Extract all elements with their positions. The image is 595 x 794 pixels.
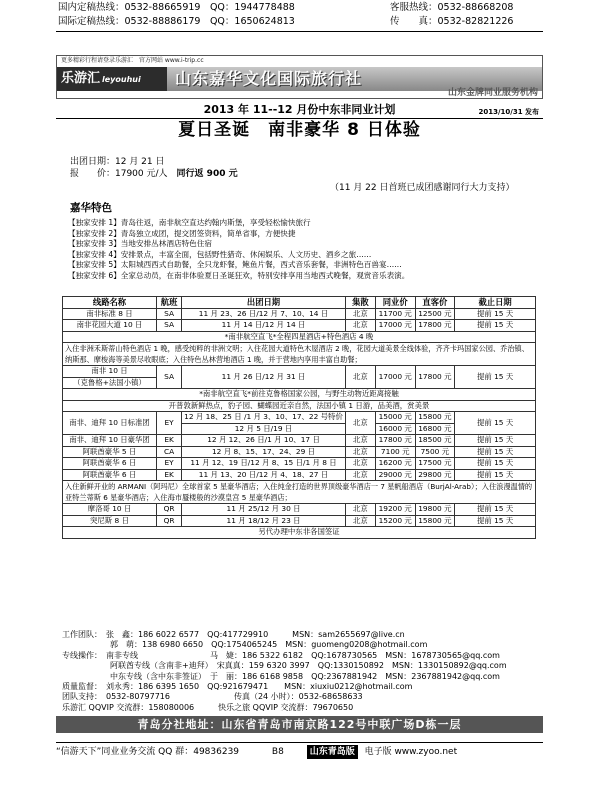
contact-line[interactable]: 郭 萌：138 6980 6650 QQ:1754065245 MSN：guomeng0208@hotmail.com bbox=[62, 640, 428, 650]
table-row[interactable]: 阿联酋豪华 6 日 EK 11 月 13、20 日/12 月 4、18、27 日 北京 29000 元 29800 元 提前 15 天 bbox=[63, 469, 536, 481]
contact-line[interactable]: 质量监督： 刘永秀：186 6395 1650 QQ:921679471 MSN：xiuxiu0212@hotmail.com bbox=[62, 682, 413, 692]
contact-line[interactable]: 中东专线（含中东非签证） 于 丽：186 6168 9858 QQ:2367881942 MSN：2367881942@qq.com bbox=[62, 671, 500, 681]
table-row[interactable]: 阿联酋豪华 5 日 CA 12 月 8、15、17、24、29 日 北京 7100 元 7500 元 提前 15 天 bbox=[63, 446, 536, 458]
plan-header bbox=[56, 102, 543, 118]
branch-address: 青岛分社地址：山东省青岛市南京路122号中联广场D栋一层 bbox=[56, 716, 543, 733]
table-header-row bbox=[63, 297, 536, 309]
contact-line[interactable]: 团队支持： 0532-80797716 传真（24 小时）：0532-68658633 bbox=[62, 692, 363, 702]
page-number: B8 bbox=[271, 747, 284, 757]
features-list bbox=[68, 218, 409, 282]
company-name: 山东嘉华文化国际旅行社 bbox=[175, 69, 363, 88]
contact-line[interactable]: 阿联酋专线（含南非+迪拜） 宋真真：159 6320 3997 QQ:1330150892 MSN：1330150892@qq.com bbox=[62, 661, 507, 671]
product-meta bbox=[70, 156, 238, 180]
table-row[interactable]: 摩洛哥 10 日 QR 11 月 25/12 月 30 日 北京 19200 元 19800 元 提前 15 天 bbox=[63, 504, 536, 516]
contact-line[interactable]: 专线操作： 南非专线 马 婕：186 5322 6182 QQ:1678730565 MSN：1678730565@qq.com bbox=[62, 650, 500, 660]
hotline-right bbox=[390, 1, 513, 29]
features-heading: 嘉华特色 bbox=[70, 202, 112, 214]
col-dates: 出团日期 bbox=[182, 297, 346, 309]
table-description: 入住非洲禾斯蒂山特色酒店 1 晚，感受纯粹的非洲文明；入住花园大道特色木屋酒店 2 晚，花园大道美景全线体验，齐齐卡玛国家公园、乔治镇、纳斯那、摩梭海等美景尽收眼底；入住特色丛林营地酒店 1 晚，并于营地内享用丰富自助餐； bbox=[63, 343, 536, 366]
paper-edition: 山东青岛版 bbox=[307, 745, 358, 759]
banner-tagline[interactable]: 更多精彩行程请登录乐游汇 官方网站 www.i-trip.cc bbox=[57, 56, 542, 66]
table-row[interactable]: 突尼斯 8 日 QR 11 月 18/12 月 23 日 北京 15200 元 15800 元 提前 15 天 bbox=[63, 515, 536, 527]
page-footer bbox=[56, 742, 543, 759]
product-title: 夏日圣诞 南非豪华 8 日体验 bbox=[56, 118, 543, 141]
table-row[interactable]: 阿联酋豪华 6 日 EY 11 月 12、19 日/12 月 8、15 日/1 月 8 日 北京 16200 元 17500 元 提前 15 天 bbox=[63, 458, 536, 470]
rebate: 同行返 900 元 bbox=[176, 169, 238, 179]
table-footnote: 另代办理中东非各国签证 bbox=[63, 527, 536, 539]
table-row[interactable]: 南非 10 日 SA 11 月 26 日/12 月 31 日 北京 17000 元 17800 元 提前 15 天 bbox=[63, 366, 536, 378]
route-table bbox=[62, 296, 536, 539]
table-row[interactable]: 南非标准 8 日 SA 11 月 23、26 日/12 月 7、10、14 日 北京 11700 元 12500 元 提前 15 天 bbox=[63, 308, 536, 320]
col-trade-price: 同业价 bbox=[375, 297, 415, 309]
contact-line[interactable]: 工作团队： 张 鑫：186 6022 6577 QQ:417729910 MSN：sam2655697@live.cn bbox=[62, 630, 405, 639]
table-description: 入住新鲜开业的 ARMANI（阿玛尼）全球首家 5 星豪华酒店；入住纯金打造的世界顶级豪华酒店一 7 星帆船酒店（BurjAl-Arab）；入住浪漫温情的亚特兰蒂斯 6 星豪华酒店；入住海市蜃楼般的沙漠皇宫 5 星豪华酒店； bbox=[63, 481, 536, 504]
feature-item: 【独家安排 1】青岛往返，南非航空直达约翰内斯堡，享受轻松愉快旅行 bbox=[68, 218, 311, 227]
feature-item: 【独家安排 6】全家总动员，在南非体验夏日圣诞狂欢，特别安排享用当地西式晚餐，观赏音乐表演。 bbox=[68, 270, 410, 280]
table-row[interactable]: （克鲁格+法国小镇） bbox=[63, 377, 536, 389]
plan-title: 2013 年 11--12 月份中东非同业计划 bbox=[203, 103, 396, 116]
feature-item: 【独家安排 3】当地安排丛林酒店特色住宿 bbox=[68, 239, 212, 249]
qq-group: “信游天下”同业业务交流 QQ 群：49836239 bbox=[56, 747, 240, 757]
table-row[interactable]: 南非、迪拜 10 日标准团 EY 12 月 18、25 日 /1 月 3、10、17、22 号特价 北京 15000 元 15800 元 提前 15 天 bbox=[63, 412, 536, 424]
contact-line[interactable]: 乐游汇 QQVIP 交流群：158080006 快乐之旅 QQVIP 交流群：79670650 bbox=[62, 702, 354, 712]
publish-date: 2013/10/31 发布 bbox=[478, 108, 539, 116]
price: 报 价：17900 元/人 bbox=[70, 169, 168, 179]
table-section-note: *南非航空直飞*前往克鲁格国家公园，与野生动物近距离接触 bbox=[63, 389, 536, 401]
feature-item: 【独家安排 2】青岛独立成团，提交团签资料，简单省事，方便快捷 bbox=[68, 228, 296, 238]
domestic-hotline: 国内定稿热线：0532-88665919 QQ：1944778488 bbox=[58, 2, 295, 13]
col-retail-price: 直客价 bbox=[415, 297, 455, 309]
col-deadline: 截止日期 bbox=[455, 297, 536, 309]
col-hub: 集散 bbox=[345, 297, 375, 309]
table-section-note: *南非航空直飞*全程四星酒店+特色酒店 4 晚 bbox=[63, 331, 536, 343]
feature-item: 【独家安排 5】太阳城西西式自助餐，全只龙虾餐，鲍鱼片餐，西式音乐套餐，非洲特色百兽宴…… bbox=[68, 260, 402, 270]
brand-logo: 乐游汇 leyouhui bbox=[57, 67, 167, 91]
table-row[interactable]: 12 月 5 日/19 日 16000 元 16800 元 bbox=[63, 423, 536, 435]
col-flight: 航班 bbox=[157, 297, 182, 309]
table-row[interactable]: 南非、迪拜 10 日豪华团 EK 12 月 12、26 日/1 月 10、17 日 北京 17800 元 18500 元 提前 15 天 bbox=[63, 435, 536, 447]
company-banner bbox=[56, 55, 543, 99]
contact-block bbox=[62, 630, 507, 713]
table-description: 开普敦新鲜热点，豹子园、蝴蝶园近亲自然，法国小镇 1 日游，品美酒，赏美景 bbox=[63, 400, 536, 412]
col-route: 线路名称 bbox=[63, 297, 157, 309]
company-subtitle: 山东金牌同业服务机构 bbox=[447, 88, 538, 98]
fax-line: 传 真：0532-82821226 bbox=[390, 16, 514, 27]
feature-item: 【独家安排 4】安排景点，丰富全面，包括野性猎奇、休闲娱乐、人文历史、酒乡之旅…… bbox=[68, 249, 372, 259]
departure-date: 出团日期：12 月 21 日 bbox=[70, 157, 165, 167]
site-link[interactable]: 电子版 www.zyoo.net bbox=[364, 747, 458, 757]
table-row[interactable]: 南非花园大道 10 日 SA 11 月 14 日/12 月 14 日 北京 17000 元 17800 元 提前 15 天 bbox=[63, 320, 536, 332]
notice: （11 月 22 日首班已成团感谢同行大力支持） bbox=[330, 183, 515, 193]
service-hotline: 客服热线：0532-88668208 bbox=[390, 2, 514, 13]
international-hotline: 国际定稿热线：0532-88886179 QQ：1650624813 bbox=[58, 16, 295, 27]
hotline-left bbox=[58, 1, 295, 29]
